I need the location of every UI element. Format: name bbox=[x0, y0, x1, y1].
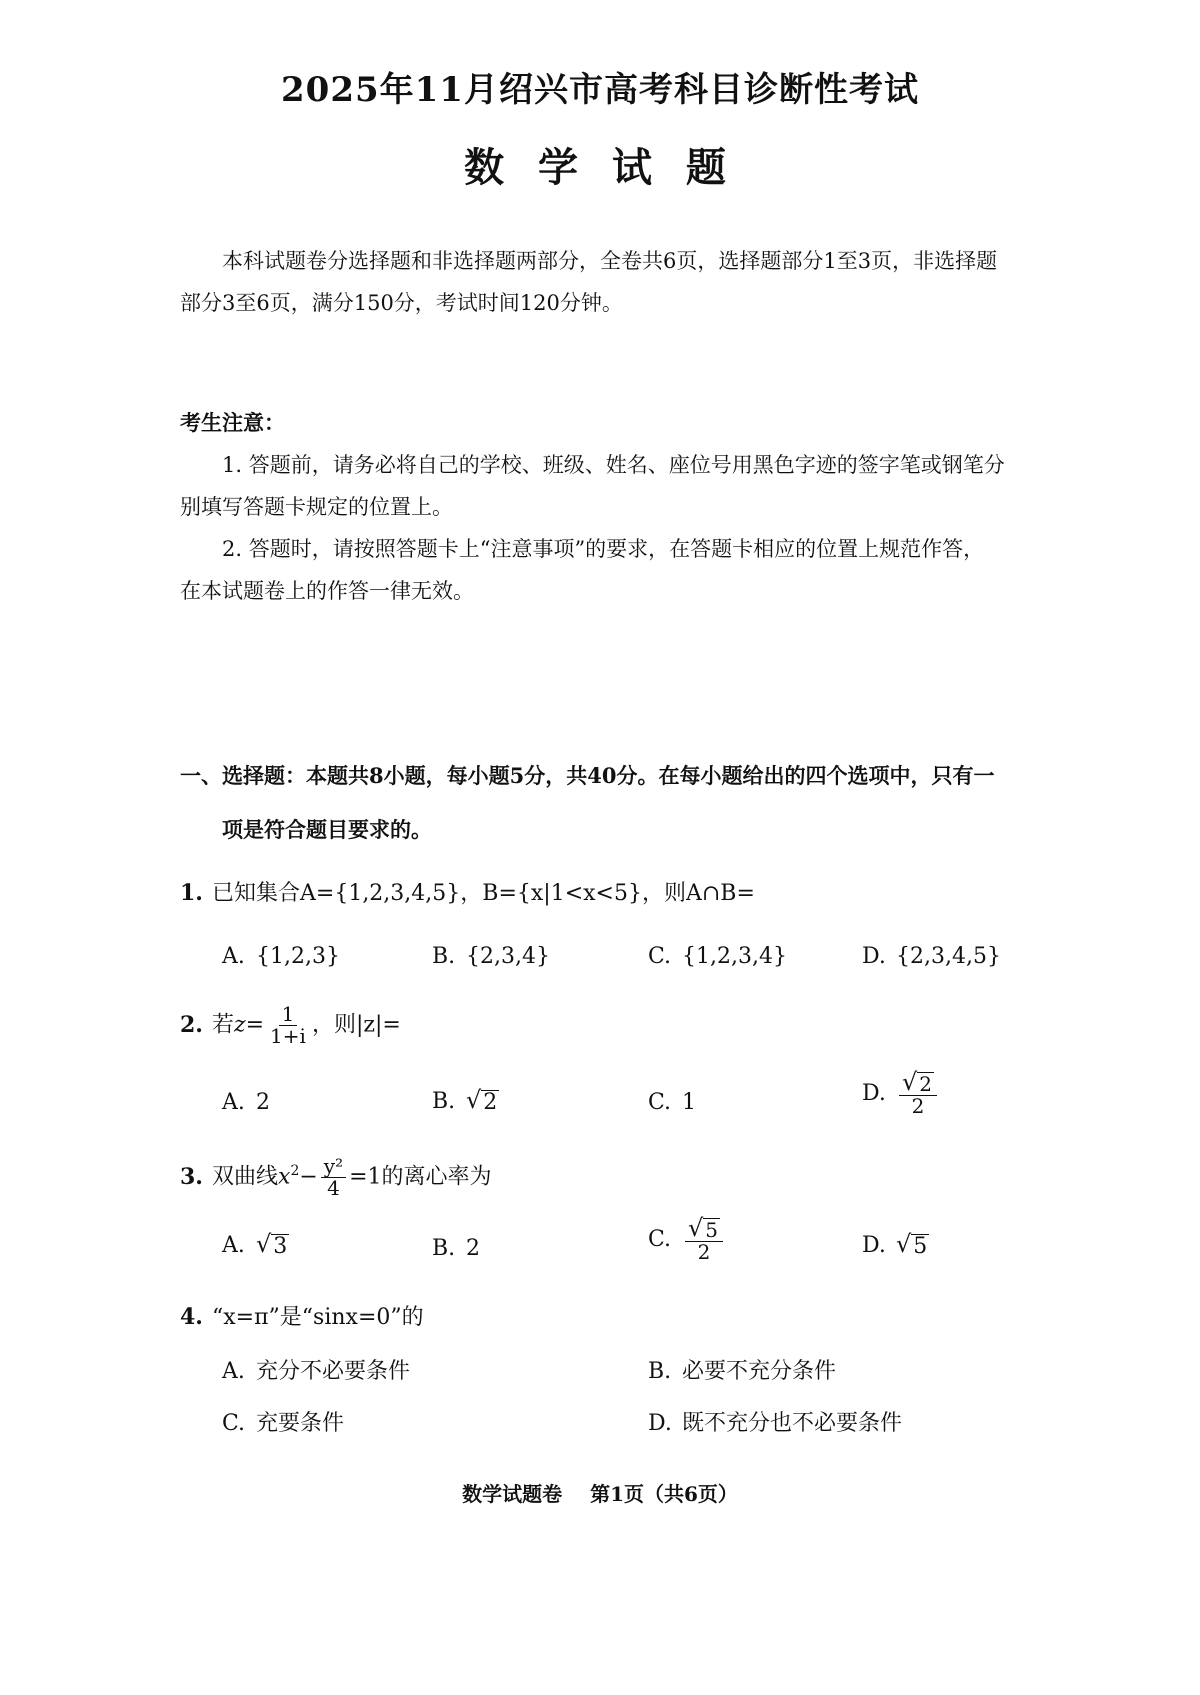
q1-option-c bbox=[648, 944, 787, 969]
footer-doc-name: 数学试题卷 bbox=[462, 1482, 563, 1506]
option-text: 必要不充分条件 bbox=[682, 1359, 837, 1384]
q4-option-a bbox=[222, 1354, 410, 1385]
option-letter: D. bbox=[862, 1080, 886, 1106]
option-letter: A. bbox=[222, 1090, 245, 1115]
fraction-denominator: 4 bbox=[327, 1176, 340, 1200]
intro-line-2: 部分3至6页，满分150分，考试时间120分钟。 bbox=[180, 291, 623, 315]
footer-page-number: 第1页（共6页） bbox=[590, 1482, 738, 1506]
option-letter: B. bbox=[432, 944, 456, 969]
fraction bbox=[321, 1156, 346, 1199]
question-number: 4. bbox=[180, 1304, 203, 1330]
subject-title: 数 学 试 题 bbox=[464, 144, 736, 191]
q2-option-b bbox=[432, 1088, 499, 1115]
option-letter: C. bbox=[648, 1226, 672, 1252]
option-text: 充要条件 bbox=[256, 1411, 345, 1436]
question-2 bbox=[180, 1004, 401, 1047]
radicand: 2 bbox=[919, 1072, 933, 1096]
option-letter: D. bbox=[862, 944, 886, 969]
square-root: √ 2 bbox=[466, 1086, 498, 1115]
q2-option-d bbox=[862, 1070, 940, 1117]
exam-title: 2025年11月绍兴市高考科目诊断性考试 bbox=[281, 70, 919, 110]
square-root: √ 5 bbox=[688, 1214, 719, 1242]
fraction bbox=[899, 1070, 937, 1117]
option-letter: A. bbox=[222, 1233, 245, 1258]
question-stem: “x=π”是“sinx=0”的 bbox=[212, 1305, 424, 1330]
notice-block bbox=[180, 402, 1040, 612]
option-letter: B. bbox=[648, 1359, 672, 1384]
fraction bbox=[685, 1216, 723, 1263]
q3-option-a bbox=[222, 1232, 289, 1259]
section-heading-line-2: 项是符合题目要求的。 bbox=[222, 817, 432, 842]
question-number: 1. bbox=[180, 880, 203, 906]
variable-x: x bbox=[278, 1164, 291, 1190]
intro-line-1: 本科试题卷分选择题和非选择题两部分，全卷共6页，选择题部分1至3页，非选择题 bbox=[222, 249, 998, 273]
question-3 bbox=[180, 1156, 492, 1199]
question-stem-prefix: 双曲线 bbox=[212, 1164, 279, 1190]
question-stem-suffix: =1的离心率为 bbox=[349, 1164, 492, 1190]
option-text: 既不充分也不必要条件 bbox=[682, 1411, 903, 1436]
option-letter: C. bbox=[222, 1411, 246, 1436]
square-root: √ 2 bbox=[902, 1068, 933, 1096]
square-root: √ 3 bbox=[256, 1230, 288, 1259]
notice-item-1-line-2: 别填写答题卡规定的位置上。 bbox=[180, 495, 453, 519]
fraction-denominator: 1+i bbox=[270, 1024, 306, 1048]
intro-paragraph bbox=[180, 240, 1040, 324]
equals-sign: = bbox=[245, 1012, 265, 1038]
option-letter: A. bbox=[222, 944, 245, 969]
option-letter: C. bbox=[648, 944, 672, 969]
question-1 bbox=[180, 876, 755, 907]
q3-option-d bbox=[862, 1232, 929, 1259]
radicand: 3 bbox=[273, 1234, 288, 1259]
q4-option-b bbox=[648, 1354, 836, 1385]
option-text: 1 bbox=[682, 1090, 696, 1115]
q3-option-c bbox=[648, 1216, 726, 1263]
option-text: {1,2,3} bbox=[256, 944, 340, 969]
variable-z: z bbox=[234, 1012, 246, 1038]
fraction-numerator: 1 bbox=[279, 1004, 298, 1026]
square-root: √ 5 bbox=[896, 1230, 928, 1259]
option-letter: D. bbox=[648, 1411, 672, 1436]
q3-option-b bbox=[432, 1236, 480, 1261]
option-text: 充分不必要条件 bbox=[256, 1359, 411, 1384]
option-letter: A. bbox=[222, 1359, 245, 1384]
fraction-denominator: 2 bbox=[911, 1094, 925, 1118]
q2-option-c bbox=[648, 1090, 696, 1115]
question-number: 2. bbox=[180, 1011, 203, 1038]
q1-option-b bbox=[432, 944, 550, 969]
option-text: {2,3,4} bbox=[466, 944, 550, 969]
option-letter: C. bbox=[648, 1090, 672, 1115]
section-heading-line-1: 一、选择题：本题共8小题，每小题5分，共40分。在每小题给出的四个选项中，只有一 bbox=[180, 763, 995, 788]
q4-option-d bbox=[648, 1406, 902, 1437]
radicand: 5 bbox=[913, 1234, 928, 1259]
notice-item-1-line-1: 1. 答题前，请务必将自己的学校、班级、姓名、座位号用黑色字迹的签字笔或钢笔分 bbox=[222, 453, 1005, 477]
page-footer bbox=[0, 1478, 1200, 1507]
notice-item-2-line-2: 在本试题卷上的作答一律无效。 bbox=[180, 579, 474, 603]
option-text: 2 bbox=[466, 1236, 480, 1261]
radicand: 2 bbox=[483, 1090, 498, 1115]
exponent: 2 bbox=[290, 1163, 300, 1180]
minus-sign: − bbox=[299, 1164, 318, 1190]
notice-heading: 考生注意： bbox=[180, 410, 285, 435]
radicand: 5 bbox=[705, 1218, 719, 1242]
q1-option-a bbox=[222, 944, 340, 969]
fraction-denominator: 2 bbox=[697, 1240, 711, 1264]
option-text: 2 bbox=[256, 1090, 270, 1115]
option-text: {1,2,3,4} bbox=[682, 944, 787, 969]
fraction bbox=[267, 1004, 309, 1047]
q1-option-d bbox=[862, 944, 1001, 969]
question-stem-suffix: ，则|z|= bbox=[311, 1012, 401, 1038]
question-stem: 已知集合A={1,2,3,4,5}，B={x|1<x<5}，则A∩B= bbox=[212, 881, 755, 906]
option-letter: D. bbox=[862, 1233, 886, 1258]
q2-option-a bbox=[222, 1090, 270, 1115]
fraction-numerator: y² bbox=[321, 1156, 346, 1178]
question-stem-prefix: 若 bbox=[212, 1012, 235, 1038]
option-letter: B. bbox=[432, 1236, 456, 1261]
option-letter: B. bbox=[432, 1089, 456, 1114]
q4-option-c bbox=[222, 1406, 344, 1437]
option-text: {2,3,4,5} bbox=[896, 944, 1001, 969]
question-4 bbox=[180, 1300, 424, 1331]
notice-item-2-line-1: 2. 答题时，请按照答题卡上“注意事项”的要求，在答题卡相应的位置上规范作答， bbox=[222, 537, 985, 561]
question-number: 3. bbox=[180, 1163, 203, 1190]
